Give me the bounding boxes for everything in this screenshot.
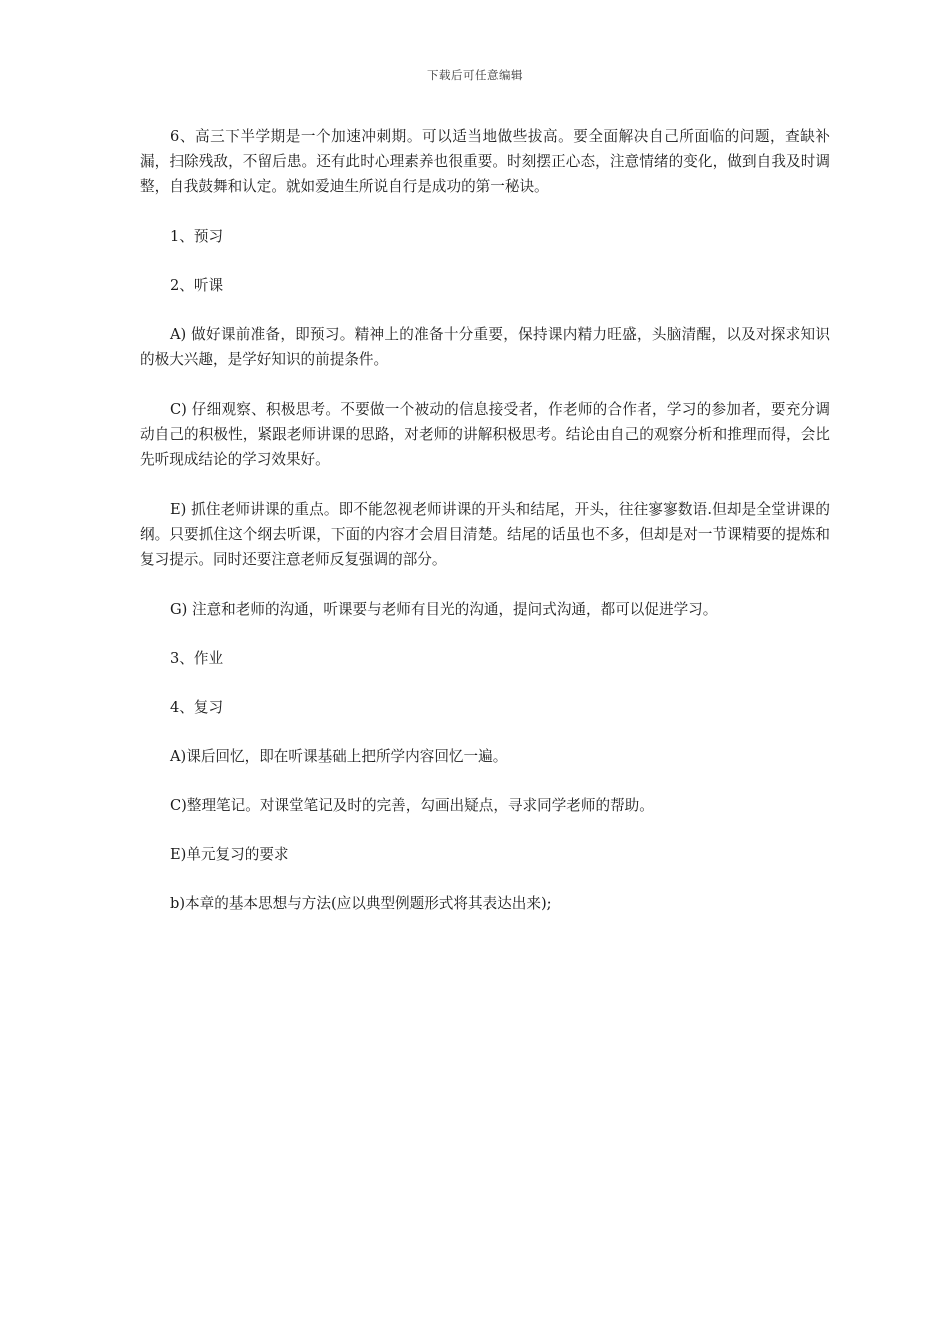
document-body	[140, 124, 830, 940]
review-item-a: A)课后回忆，即在听课基础上把所学内容回忆一遍。	[170, 748, 508, 765]
paragraph-item-c: C) 仔细观察、积极思考。不要做一个被动的信息接受者，作老师的合作者，学习的参加者，要充分调动自己的积极性，紧跟老师讲课的思路，对老师的讲解积极思考。结论由自己的观察分析和推理而得，会比先听现成结论的学习效果好。	[140, 401, 830, 468]
page-header: 下载后可任意编辑	[427, 68, 523, 82]
review-item-b: b)本章的基本思想与方法(应以典型例题形式将其表达出来);	[170, 895, 552, 912]
paragraph-item-e: E) 抓住老师讲课的重点。即不能忽视老师讲课的开头和结尾，开头，往往寥寥数语.但却是全堂讲课的纲。只要抓住这个纲去听课，下面的内容才会眉目清楚。结尾的话虽也不多，但却是对一节课精要的提炼和复习提示。同时还要注意老师反复强调的部分。	[140, 501, 830, 568]
section-heading-review: 4、复习	[170, 699, 224, 716]
paragraph-item-a: A) 做好课前准备，即预习。精神上的准备十分重要，保持课内精力旺盛，头脑清醒，以及对探求知识的极大兴趣，是学好知识的前提条件。	[140, 326, 830, 368]
review-item-e: E)单元复习的要求	[170, 846, 289, 863]
section-heading-preview: 1、预习	[170, 228, 224, 245]
section-heading-homework: 3、作业	[170, 650, 224, 667]
paragraph-item-g: G) 注意和老师的沟通，听课要与老师有目光的沟通，提问式沟通，都可以促进学习。	[170, 601, 718, 618]
review-item-c: C)整理笔记。对课堂笔记及时的完善，勾画出疑点，寻求同学老师的帮助。	[170, 797, 654, 814]
paragraph-intro: 6、高三下半学期是一个加速冲刺期。可以适当地做些拔高。要全面解决自己所面临的问题，查缺补漏，扫除残敌，不留后患。还有此时心理素养也很重要。时刻摆正心态，注意情绪的变化，做到自我及时调整，自我鼓舞和认定。就如爱迪生所说自行是成功的第一秘诀。	[140, 128, 830, 195]
section-heading-listening: 2、听课	[170, 277, 224, 294]
